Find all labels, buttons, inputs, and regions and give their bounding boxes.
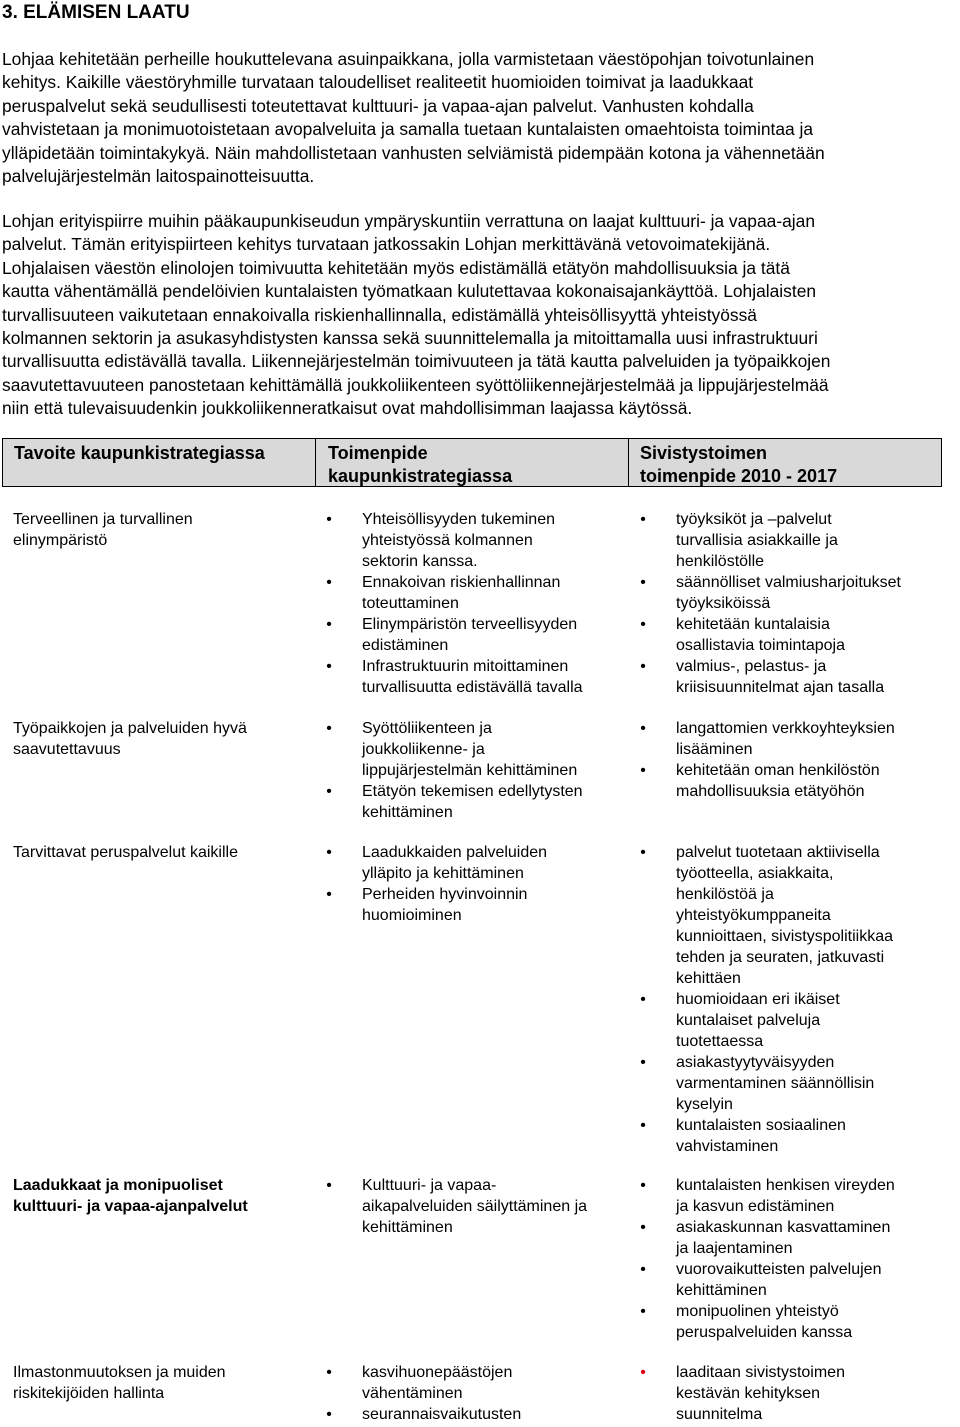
text-line: ja kasvun edistäminen bbox=[676, 1198, 835, 1215]
text-line: kehitetään oman henkilöstön bbox=[676, 762, 880, 779]
bullet-icon: • bbox=[326, 1406, 332, 1423]
text-line: ylläpidetään toimintakykyä. Näin mahdollistetaan vanhusten selviämistä pidempään kotona ja vähennetään bbox=[2, 142, 825, 163]
goal-cell bbox=[13, 1175, 248, 1217]
goal-cell bbox=[13, 718, 247, 760]
goal-cell bbox=[13, 509, 193, 551]
list-item bbox=[640, 718, 895, 760]
bullet-icon: • bbox=[640, 1054, 646, 1071]
text-line: varmentaminen säännöllisin bbox=[676, 1075, 875, 1092]
text-line: monipuolinen yhteistyö bbox=[676, 1303, 839, 1320]
text-line: Kulttuuri- ja vapaa- bbox=[362, 1177, 497, 1194]
bullet-icon: • bbox=[640, 658, 646, 675]
text-line: turvallisia asiakkaille ja bbox=[676, 532, 838, 549]
text-line: kyselyin bbox=[676, 1096, 733, 1113]
text-line: saavutettavuuteen panostetaan kehittämällä joukkoliikenteen syöttöliikennejärjestelmää ja lippujärjestelmää bbox=[2, 374, 829, 395]
text-line: työotteella, asiakkaita, bbox=[676, 865, 834, 882]
bullet-icon: • bbox=[640, 1261, 646, 1278]
text-line: kaupunkistrategiassa bbox=[328, 466, 513, 486]
text-line: peruspalvelut sekä seudullisesti toteutettavat kulttuuri- ja vapaa-ajan palvelut. Vanhusten kohdalla bbox=[2, 95, 754, 116]
text-line: kestävän kehityksen bbox=[676, 1385, 821, 1402]
goal-cell bbox=[13, 1362, 226, 1404]
list-item bbox=[326, 1175, 588, 1238]
bullet-icon: • bbox=[326, 511, 332, 528]
text-line: riskitekijöiden hallinta bbox=[13, 1385, 165, 1402]
list-item bbox=[326, 614, 583, 656]
measure-list bbox=[326, 1362, 522, 1425]
text-line: asiakastyytyväisyyden bbox=[676, 1054, 835, 1071]
measure-list bbox=[326, 718, 583, 823]
text-line: Ilmastonmuutoksen ja muiden bbox=[13, 1364, 226, 1381]
text-line: Elinympäristön terveellisyyden bbox=[362, 616, 578, 633]
bullet-icon: • bbox=[640, 1219, 646, 1236]
text-line: Etätyön tekemisen edellytysten bbox=[362, 783, 583, 800]
list-item bbox=[326, 656, 583, 698]
text-line: saavutettavuus bbox=[13, 741, 121, 758]
text-line: peruspalveluiden kanssa bbox=[676, 1324, 853, 1341]
list-item bbox=[640, 989, 893, 1052]
action-list bbox=[640, 718, 895, 802]
text-line: mahdollisuuksia etätyöhön bbox=[676, 783, 865, 800]
list-item bbox=[326, 572, 583, 614]
text-line: kasvihuonepäästöjen bbox=[362, 1364, 513, 1381]
text-line: laaditaan sivistystoimen bbox=[676, 1364, 845, 1381]
bullet-icon: • bbox=[326, 844, 332, 861]
text-line: asiakaskunnan kasvattaminen bbox=[676, 1219, 891, 1236]
list-item bbox=[326, 1404, 522, 1425]
list-item bbox=[326, 842, 548, 884]
text-line: Yhteisöllisyyden tukeminen bbox=[362, 511, 555, 528]
text-line: kehitys. Kaikille väestöryhmille turvataan taloudelliset realiteetit huomioiden toimivat ja laadukkaat bbox=[2, 72, 754, 93]
text-line: seurannaisvaikutusten bbox=[362, 1406, 522, 1423]
text-line: Lohjaa kehitetään perheille houkuttelevana asuinpaikkana, jolla varmistetaan väestöpohjan toivotunlainen bbox=[2, 49, 815, 69]
text-line: huomioidaan eri ikäiset bbox=[676, 991, 840, 1008]
bullet-icon: • bbox=[326, 1177, 332, 1194]
text-line: Laadukkaiden palveluiden bbox=[362, 844, 548, 861]
culture-paragraph bbox=[2, 210, 954, 421]
list-item bbox=[326, 718, 583, 781]
list-item bbox=[640, 572, 901, 614]
bullet-icon: • bbox=[640, 1364, 646, 1381]
bullet-icon: • bbox=[640, 991, 646, 1008]
text-line: Lohjan erityispiirre muihin pääkaupunkiseudun ympäryskuntiin verrattuna on laajat kulttuuri- ja vapaa-ajan bbox=[2, 211, 815, 231]
bullet-icon: • bbox=[640, 720, 646, 737]
text-line: elinympäristö bbox=[13, 532, 108, 549]
goal-cell bbox=[13, 842, 238, 863]
header-measure bbox=[328, 442, 512, 488]
text-line: turvallisuutta edistävällä tavalla bbox=[362, 679, 583, 696]
text-line: palvelujärjestelmän laitospainotteisuutta. bbox=[2, 166, 315, 187]
text-line: edistäminen bbox=[362, 637, 449, 654]
text-line: suunnitelma bbox=[676, 1406, 763, 1423]
text-line: Lohjalaisen väestön elinolojen toimivuutta kehitetään myös edistämällä etätyön mahdollisuuksia ja tätä bbox=[2, 257, 790, 278]
header-action bbox=[640, 442, 837, 488]
text-line: vahvistaminen bbox=[676, 1138, 779, 1155]
text-line: valmius-, pelastus- ja bbox=[676, 658, 827, 675]
text-line: kehittäminen bbox=[676, 1282, 767, 1299]
measure-list bbox=[326, 1175, 588, 1238]
bullet-icon: • bbox=[326, 720, 332, 737]
text-line: kuntalaisten sosiaalinen bbox=[676, 1117, 846, 1134]
text-line: Työpaikkojen ja palveluiden hyvä bbox=[13, 720, 247, 737]
action-list bbox=[640, 842, 893, 1157]
text-line: kolmannen sektorin ja asukasyhdistysten kanssa sekä suunnittelemalla ja mitoittamalla uusi infrastruktuuri bbox=[2, 328, 818, 349]
list-item bbox=[640, 614, 901, 656]
action-list bbox=[640, 1362, 845, 1425]
text-line: Infrastruktuurin mitoittaminen bbox=[362, 658, 569, 675]
action-list bbox=[640, 1175, 895, 1343]
text-line: kehittäminen bbox=[362, 804, 453, 821]
measure-list bbox=[326, 509, 583, 698]
text-line: tuotettaessa bbox=[676, 1033, 764, 1050]
bullet-icon: • bbox=[326, 886, 332, 903]
list-item bbox=[640, 1115, 893, 1157]
text-line: henkilöstölle bbox=[676, 553, 765, 570]
text-line: yhteistyökumppaneita bbox=[676, 907, 831, 924]
text-line: henkilöstöä ja bbox=[676, 886, 774, 903]
bullet-icon: • bbox=[640, 616, 646, 633]
list-item bbox=[640, 656, 901, 698]
text-line: kuntalaiset palveluja bbox=[676, 1012, 821, 1029]
text-line: Sivistystoimen bbox=[640, 443, 768, 463]
text-line: Perheiden hyvinvoinnin bbox=[362, 886, 528, 903]
header-divider bbox=[628, 439, 629, 486]
text-line: palvelut tuotetaan aktiivisella bbox=[676, 844, 880, 861]
list-item bbox=[640, 1052, 893, 1115]
text-line: vähentäminen bbox=[362, 1385, 463, 1402]
text-line: Laadukkaat ja monipuoliset bbox=[13, 1177, 223, 1194]
text-line: Tavoite kaupunkistrategiassa bbox=[14, 443, 265, 463]
list-item bbox=[640, 509, 901, 572]
text-line: aikapalveluiden säilyttäminen ja bbox=[362, 1198, 588, 1215]
bullet-icon: • bbox=[326, 658, 332, 675]
text-line: Terveellinen ja turvallinen bbox=[13, 511, 193, 528]
text-line: huomioiminen bbox=[362, 907, 462, 924]
text-line: työyksiköt ja –palvelut bbox=[676, 511, 832, 528]
text-line: sektorin kanssa. bbox=[362, 553, 478, 570]
bullet-icon: • bbox=[640, 574, 646, 591]
table-header bbox=[2, 438, 942, 487]
text-line: Toimenpide bbox=[328, 443, 428, 463]
bullet-icon: • bbox=[640, 1117, 646, 1134]
text-line: vahvistetaan ja monimuotoistetaan avopalveluita ja samalla tuetaan kuntalaisten omaehtoista toimintaa ja bbox=[2, 119, 814, 140]
list-item bbox=[326, 884, 547, 926]
text-line: joukkoliikenne- ja bbox=[362, 741, 485, 758]
text-line: toimenpide 2010 - 2017 bbox=[640, 466, 838, 486]
text-line: kuntalaisten henkisen vireyden bbox=[676, 1177, 895, 1194]
text-line: kautta vähentämällä pendelöivien kuntalaisten työmatkaan kulutettavaa kokonaisajankäyttöä. Lohjalaisten bbox=[2, 281, 817, 302]
bullet-icon: • bbox=[326, 616, 332, 633]
intro-paragraph bbox=[2, 48, 954, 188]
text-line: langattomien verkkoyhteyksien bbox=[676, 720, 895, 737]
list-item bbox=[640, 1259, 895, 1301]
action-list bbox=[640, 509, 901, 698]
header-divider bbox=[315, 439, 316, 486]
list-item bbox=[326, 509, 583, 572]
text-line: Ennakoivan riskienhallinnan bbox=[362, 574, 561, 591]
text-line: tehden ja seuraten, jatkuvasti bbox=[676, 949, 885, 966]
list-item bbox=[326, 781, 583, 823]
text-line: säännölliset valmiusharjoitukset bbox=[676, 574, 901, 591]
text-line: palvelut. Tämän erityispiirteen kehitys turvataan jatkossakin Lohjan merkittävänä vetovoimatekijänä. bbox=[2, 234, 771, 255]
text-line: kulttuuri- ja vapaa-ajanpalvelut bbox=[13, 1198, 248, 1215]
section-heading: 3. ELÄMISEN LAATU bbox=[2, 2, 190, 23]
list-item bbox=[640, 1217, 895, 1259]
list-item bbox=[326, 1362, 521, 1404]
text-line: kunnioittaen, sivistyspolitiikkaa bbox=[676, 928, 893, 945]
bullet-icon: • bbox=[640, 844, 646, 861]
text-line: työyksiköissä bbox=[676, 595, 771, 612]
text-line: Syöttöliikenteen ja bbox=[362, 720, 492, 737]
text-line: kriisisuunnitelmat ajan tasalla bbox=[676, 679, 885, 696]
measure-list bbox=[326, 842, 548, 926]
bullet-icon: • bbox=[640, 762, 646, 779]
text-line: kehitetään kuntalaisia bbox=[676, 616, 830, 633]
text-line: Tarvittavat peruspalvelut kaikille bbox=[13, 844, 238, 861]
text-line: toteuttaminen bbox=[362, 595, 459, 612]
text-line: kehittäen bbox=[676, 970, 741, 987]
bullet-icon: • bbox=[640, 1177, 646, 1194]
bullet-icon: • bbox=[326, 783, 332, 800]
text-line: turvallisuuteen vaikutetaan ennakoivalla riskienhallinnalla, edistämällä yhteisöllisyyttä yhteistyössä bbox=[2, 304, 757, 325]
text-line: kehittäminen bbox=[362, 1219, 453, 1236]
text-line: turvallisuutta edistävällä tavalla. Liikennejärjestelmän toimivuuteen ja tätä kautta palveluiden ja työpaikkojen bbox=[2, 351, 831, 372]
text-line: lippujärjestelmän kehittäminen bbox=[362, 762, 578, 779]
bullet-icon: • bbox=[326, 574, 332, 591]
text-line: lisääminen bbox=[676, 741, 753, 758]
bullet-icon: • bbox=[640, 511, 646, 528]
text-line: niin että tulevaisuudenkin joukkoliikenneratkaisut ovat mahdollisimman laajassa käytössä. bbox=[2, 398, 693, 419]
list-item bbox=[640, 842, 893, 989]
list-item bbox=[640, 1362, 845, 1425]
text-line: ja laajentaminen bbox=[676, 1240, 793, 1257]
bullet-icon: • bbox=[640, 1303, 646, 1320]
list-item bbox=[640, 1175, 895, 1217]
bullet-icon: • bbox=[326, 1364, 332, 1381]
text-line: ylläpito ja kehittäminen bbox=[362, 865, 524, 882]
text-line: yhteistyössä kolmannen bbox=[362, 532, 533, 549]
text-line: osallistavia toimintapoja bbox=[676, 637, 845, 654]
header-goal bbox=[14, 442, 265, 465]
text-line: vuorovaikutteisten palvelujen bbox=[676, 1261, 882, 1278]
list-item bbox=[640, 760, 895, 802]
list-item bbox=[640, 1301, 895, 1343]
